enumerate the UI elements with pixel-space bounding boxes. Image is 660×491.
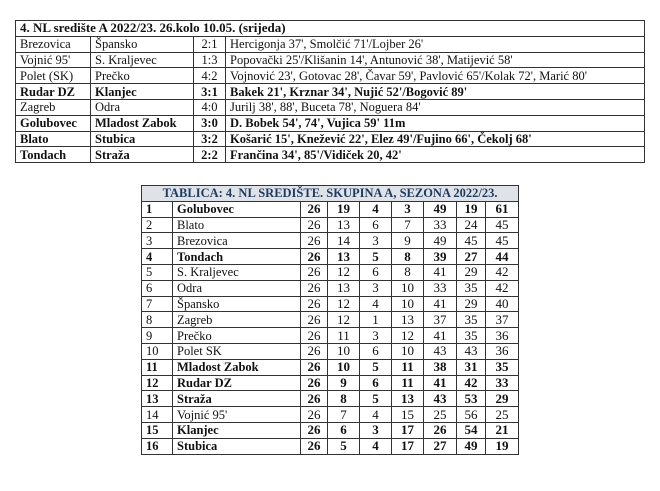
match-score: 2:1 [194,36,226,52]
results-title-row [16,21,645,37]
match-away-team: Klanjec [91,84,194,100]
match-away-team: Straža [91,147,194,163]
standing-draws: 6 [360,217,392,233]
standing-goals-against: 56 [457,407,486,423]
match-home-team: Zagreb [16,99,91,115]
standing-losses: 10 [392,296,424,312]
standing-goals-for: 27 [424,438,457,454]
standing-goals-against: 29 [457,264,486,280]
standing-goals-for: 49 [424,201,457,217]
standing-goals-for: 41 [424,264,457,280]
standing-goals-against: 54 [457,422,486,438]
standing-position: 7 [142,296,173,312]
standing-draws: 5 [360,249,392,265]
standing-draws: 3 [360,280,392,296]
match-scorers: Jurilj 38', 88', Buceta 78', Noguera 84' [226,99,645,115]
match-row [16,68,645,84]
standing-goals-against: 29 [457,296,486,312]
standing-played: 26 [301,328,328,344]
standing-losses: 11 [392,375,424,391]
standing-team: S. Kraljevec [173,264,301,280]
standing-wins: 7 [328,407,360,423]
standing-points: 42 [486,264,519,280]
match-scorers: Frančina 34', 85'/Vidiček 20, 42' [226,147,645,163]
standing-wins: 11 [328,328,360,344]
standing-wins: 13 [328,280,360,296]
match-score: 2:2 [194,147,226,163]
standing-losses: 9 [392,233,424,249]
standings-row [142,296,519,312]
standing-played: 26 [301,407,328,423]
standing-goals-against: 43 [457,343,486,359]
standing-position: 4 [142,249,173,265]
standing-losses: 7 [392,217,424,233]
standing-played: 26 [301,359,328,375]
match-row [16,115,645,131]
standings-row [142,375,519,391]
standing-played: 26 [301,375,328,391]
standing-points: 61 [486,201,519,217]
standing-points: 37 [486,312,519,328]
standing-draws: 6 [360,264,392,280]
standing-losses: 17 [392,422,424,438]
standing-goals-for: 38 [424,359,457,375]
standing-losses: 8 [392,264,424,280]
match-away-team: S. Kraljevec [91,52,194,68]
standing-goals-against: 27 [457,249,486,265]
results-table [15,20,645,163]
standing-played: 26 [301,296,328,312]
standing-draws: 1 [360,312,392,328]
standing-team: Mladost Zabok [173,359,301,375]
standing-draws: 4 [360,296,392,312]
standing-position: 3 [142,233,173,249]
standing-draws: 4 [360,438,392,454]
results-title: 4. NL središte A 2022/23. 26.kolo 10.05. (srijeda) [16,21,645,37]
standing-played: 26 [301,438,328,454]
standing-points: 45 [486,217,519,233]
standing-team: Tondach [173,249,301,265]
standing-goals-for: 39 [424,249,457,265]
match-score: 4:2 [194,68,226,84]
match-score: 4:0 [194,99,226,115]
match-away-team: Prečko [91,68,194,84]
standing-position: 15 [142,422,173,438]
standing-points: 36 [486,328,519,344]
standing-wins: 6 [328,422,360,438]
standing-position: 13 [142,391,173,407]
standing-team: Klanjec [173,422,301,438]
match-away-team: Špansko [91,36,194,52]
standing-played: 26 [301,312,328,328]
standing-goals-for: 33 [424,280,457,296]
standing-position: 9 [142,328,173,344]
standing-wins: 12 [328,264,360,280]
match-row [16,131,645,147]
standing-played: 26 [301,391,328,407]
standing-team: Blato [173,217,301,233]
standings-row [142,328,519,344]
match-scorers: Popovački 25'/Klišanin 14', Antunović 38', Matijević 58' [226,52,645,68]
standing-goals-against: 35 [457,312,486,328]
standing-points: 44 [486,249,519,265]
match-scorers: D. Bobek 54', 74', Vujica 59' 11m [226,115,645,131]
standing-team: Zagreb [173,312,301,328]
standing-goals-against: 35 [457,280,486,296]
standing-goals-for: 41 [424,375,457,391]
standing-losses: 10 [392,343,424,359]
standing-played: 26 [301,249,328,265]
match-home-team: Golubovec [16,115,91,131]
standing-wins: 13 [328,217,360,233]
standing-points: 25 [486,407,519,423]
standing-wins: 5 [328,438,360,454]
standing-draws: 3 [360,328,392,344]
standing-goals-against: 19 [457,201,486,217]
match-home-team: Tondach [16,147,91,163]
standing-played: 26 [301,233,328,249]
match-home-team: Brezovica [16,36,91,52]
standing-team: Rudar DZ [173,375,301,391]
standing-team: Straža [173,391,301,407]
standing-points: 19 [486,438,519,454]
standing-goals-for: 41 [424,328,457,344]
match-away-team: Stubica [91,131,194,147]
standing-team: Golubovec [173,201,301,217]
standings-row [142,264,519,280]
standing-wins: 14 [328,233,360,249]
match-row [16,99,645,115]
standings-row [142,201,519,217]
standing-losses: 8 [392,249,424,265]
standings-row [142,217,519,233]
standings-row [142,438,519,454]
standing-draws: 3 [360,233,392,249]
standing-position: 5 [142,264,173,280]
standings-table [141,185,519,455]
standing-points: 45 [486,233,519,249]
match-row [16,84,645,100]
standing-played: 26 [301,280,328,296]
match-home-team: Vojnić 95' [16,52,91,68]
standing-points: 40 [486,296,519,312]
standing-points: 29 [486,391,519,407]
standing-position: 10 [142,343,173,359]
standing-played: 26 [301,264,328,280]
standing-wins: 12 [328,296,360,312]
match-scorers: Hercigonja 37', Smolčić 71'/Lojber 26' [226,36,645,52]
standing-played: 26 [301,343,328,359]
standings-row [142,312,519,328]
standing-draws: 4 [360,407,392,423]
standing-wins: 12 [328,312,360,328]
standing-team: Stubica [173,438,301,454]
standing-team: Polet SK [173,343,301,359]
standing-losses: 12 [392,328,424,344]
standing-losses: 10 [392,280,424,296]
standing-team: Vojnić 95' [173,407,301,423]
standing-goals-against: 24 [457,217,486,233]
match-away-team: Mladost Zabok [91,115,194,131]
standing-draws: 5 [360,391,392,407]
match-score: 3:2 [194,131,226,147]
standing-played: 26 [301,217,328,233]
standing-goals-for: 43 [424,343,457,359]
standing-goals-against: 42 [457,375,486,391]
standing-points: 33 [486,375,519,391]
standing-losses: 13 [392,312,424,328]
standing-draws: 6 [360,343,392,359]
standing-points: 35 [486,359,519,375]
match-home-team: Polet (SK) [16,68,91,84]
standing-position: 6 [142,280,173,296]
match-scorers: Košarić 15', Knežević 22', Elez 49'/Fujino 66', Čekolj 68' [226,131,645,147]
standing-losses: 13 [392,391,424,407]
standing-goals-for: 37 [424,312,457,328]
standing-team: Brezovica [173,233,301,249]
standing-goals-for: 41 [424,296,457,312]
standings-row [142,233,519,249]
standing-draws: 6 [360,375,392,391]
match-home-team: Rudar DZ [16,84,91,100]
standing-position: 2 [142,217,173,233]
match-away-team: Odra [91,99,194,115]
match-row [16,52,645,68]
standing-team: Prečko [173,328,301,344]
standing-position: 1 [142,201,173,217]
match-scorers: Vojnović 23', Gotovac 28', Čavar 59', Pavlović 65'/Kolak 72', Marić 80' [226,68,645,84]
match-score: 3:1 [194,84,226,100]
match-row [16,147,645,163]
standing-goals-for: 43 [424,391,457,407]
standing-points: 36 [486,343,519,359]
standing-losses: 17 [392,438,424,454]
match-home-team: Blato [16,131,91,147]
standings-row [142,407,519,423]
standing-goals-against: 31 [457,359,486,375]
standing-draws: 5 [360,359,392,375]
standing-goals-for: 25 [424,407,457,423]
standing-position: 16 [142,438,173,454]
standings-row [142,359,519,375]
standing-goals-for: 49 [424,233,457,249]
standing-team: Špansko [173,296,301,312]
standing-losses: 15 [392,407,424,423]
standing-wins: 9 [328,375,360,391]
match-score: 3:0 [194,115,226,131]
standing-goals-against: 35 [457,328,486,344]
standing-draws: 4 [360,201,392,217]
standing-played: 26 [301,422,328,438]
standing-goals-against: 49 [457,438,486,454]
standing-draws: 3 [360,422,392,438]
standing-position: 11 [142,359,173,375]
standing-played: 26 [301,201,328,217]
standing-wins: 10 [328,359,360,375]
match-scorers: Bakek 21', Krznar 34', Nujić 52'/Bogović 89' [226,84,645,100]
standing-wins: 10 [328,343,360,359]
standing-position: 14 [142,407,173,423]
standing-goals-for: 33 [424,217,457,233]
match-score: 1:3 [194,52,226,68]
standing-points: 21 [486,422,519,438]
standing-wins: 8 [328,391,360,407]
standings-title: TABLICA: 4. NL SREDIŠTE. SKUPINA A, SEZONA 2022/23. [142,186,519,202]
standing-goals-against: 45 [457,233,486,249]
standings-row [142,249,519,265]
standing-position: 12 [142,375,173,391]
standing-position: 8 [142,312,173,328]
standings-row [142,343,519,359]
standings-row [142,280,519,296]
standings-title-row [142,186,519,202]
standings-row [142,391,519,407]
standing-wins: 19 [328,201,360,217]
standings-row [142,422,519,438]
standing-wins: 13 [328,249,360,265]
standing-team: Odra [173,280,301,296]
standing-losses: 11 [392,359,424,375]
standing-losses: 3 [392,201,424,217]
standing-goals-against: 53 [457,391,486,407]
standing-goals-for: 26 [424,422,457,438]
match-row [16,36,645,52]
standing-points: 42 [486,280,519,296]
